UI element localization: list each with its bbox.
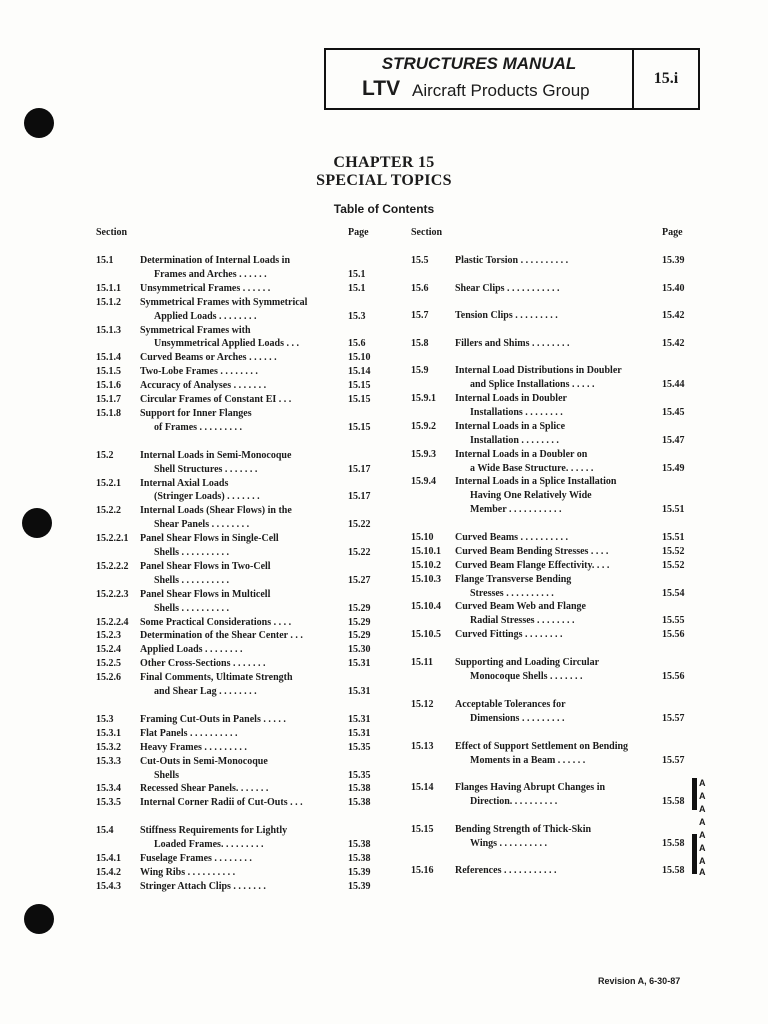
toc-section-number: 15.1.1	[96, 282, 121, 294]
toc-page-number: 15.38	[348, 839, 371, 851]
toc-entry[interactable]	[96, 602, 386, 616]
toc-page-number: 15.45	[662, 407, 685, 418]
toc-entry[interactable]	[411, 628, 691, 642]
toc-page-number: 15.35	[348, 769, 371, 781]
toc-entry-title: Stringer Attach Clips . . . . . . .	[140, 880, 266, 892]
toc-entry[interactable]	[96, 504, 386, 518]
toc-entry-title: Unsymmetrical Frames . . . . . .	[140, 282, 271, 294]
toc-entry[interactable]	[96, 449, 386, 463]
toc-page-number: 15.42	[662, 310, 685, 321]
toc-page-number: 15.57	[662, 713, 685, 724]
toc-entry[interactable]	[411, 754, 691, 768]
toc-entry[interactable]	[96, 407, 386, 421]
revision-mark: A	[699, 817, 706, 827]
toc-entry[interactable]	[96, 852, 386, 866]
toc-page-number: 15.51	[662, 504, 685, 515]
toc-entry[interactable]	[96, 518, 386, 532]
binder-hole	[24, 108, 54, 138]
toc-entry[interactable]	[411, 462, 691, 476]
toc-entry[interactable]	[411, 600, 691, 614]
toc-entry-title: Moments in a Beam . . . . . .	[470, 755, 586, 766]
toc-section-number: 15.16	[411, 865, 434, 876]
toc-entry[interactable]	[96, 824, 386, 838]
toc-page-number: 15.51	[662, 532, 685, 543]
toc-entry-title: Installation . . . . . . . .	[470, 435, 559, 446]
toc-entry-title: and Splice Installations . . . . .	[470, 379, 595, 390]
toc-page-number: 15.15	[348, 421, 371, 433]
toc-entry-title: Recessed Shear Panels. . . . . . .	[140, 783, 269, 795]
toc-section-number: 15.10	[411, 532, 434, 543]
toc-page-number: 15.29	[348, 630, 371, 642]
toc-page-number: 15.55	[662, 615, 685, 626]
toc-section-number: 15.7	[411, 310, 429, 321]
company-name: Aircraft Products Group	[412, 81, 590, 100]
toc-section-number: 15.2.2	[96, 505, 121, 517]
left-page-header: Page	[348, 227, 369, 238]
toc-entry[interactable]	[96, 643, 386, 657]
toc-entry[interactable]	[411, 282, 691, 296]
manual-header	[324, 48, 700, 110]
toc-title: Table of Contents	[333, 202, 435, 216]
toc-entry[interactable]	[96, 616, 386, 630]
toc-entry[interactable]	[411, 434, 691, 448]
toc-entry[interactable]	[96, 755, 386, 769]
toc-entry[interactable]	[96, 782, 386, 796]
toc-entry[interactable]	[411, 406, 691, 420]
toc-section-number: 15.2.2.1	[96, 533, 129, 545]
toc-entry-title: (Stringer Loads) . . . . . . .	[154, 491, 260, 503]
toc-entry[interactable]	[96, 574, 386, 588]
toc-page-number: 15.1	[348, 268, 366, 280]
toc-page-number: 15.38	[348, 783, 371, 795]
toc-entry-title: Internal Loads (Shear Flows) in the	[140, 505, 292, 517]
toc-section-number: 15.2.4	[96, 644, 121, 656]
toc-section-number: 15.3	[96, 713, 114, 725]
toc-page-number: 15.15	[348, 380, 371, 392]
toc-entry-title: Direction. . . . . . . . . .	[470, 796, 558, 807]
toc-page-number: 15.52	[662, 546, 685, 557]
revision-mark: A	[699, 830, 706, 840]
toc-entry[interactable]	[96, 532, 386, 546]
toc-entry-title: Curved Beam Bending Stresses . . . .	[455, 546, 609, 557]
toc-section-number: 15.9.1	[411, 393, 436, 404]
toc-entry[interactable]	[96, 866, 386, 880]
revision-change-bar	[692, 834, 697, 874]
revision-mark: A	[699, 867, 706, 877]
toc-entry[interactable]	[411, 795, 691, 809]
toc-entry[interactable]	[411, 614, 691, 628]
toc-entry-title: Internal Axial Loads	[140, 477, 229, 489]
toc-section-number: 15.1.3	[96, 324, 121, 336]
chapter-number: CHAPTER 15	[333, 154, 435, 171]
toc-entry-title: Shear Panels . . . . . . . .	[154, 519, 250, 531]
toc-entry-title: Stresses . . . . . . . . . .	[470, 588, 554, 599]
toc-section-number: 15.2.6	[96, 672, 121, 684]
toc-section-number: 15.2.2.2	[96, 560, 129, 572]
page-id: 15.i	[653, 70, 679, 87]
toc-page-number: 15.39	[348, 880, 371, 892]
toc-entry-title: Curved Beams . . . . . . . . . .	[455, 532, 569, 543]
toc-section-number: 15.1.7	[96, 394, 121, 405]
toc-page-number: 15.15	[348, 394, 371, 405]
toc-entry[interactable]	[411, 698, 691, 712]
toc-section-number: 15.9.3	[411, 449, 436, 460]
toc-entry-title: Applied Loads . . . . . . . .	[140, 644, 243, 656]
toc-page-number: 15.10	[348, 352, 371, 364]
toc-section-number: 15.2.2.4	[96, 616, 129, 628]
toc-page-number: 15.14	[348, 366, 371, 378]
toc-entry-title: Bending Strength of Thick-Skin	[455, 824, 592, 835]
revision-mark: A	[699, 843, 706, 853]
toc-section-number: 15.1.4	[96, 352, 121, 364]
revision-note: Revision A, 6-30-87	[598, 976, 681, 986]
brand-logo-text: LTV	[362, 77, 401, 100]
toc-entry[interactable]	[96, 546, 386, 560]
toc-entry[interactable]	[96, 490, 386, 504]
toc-entry-title: Member . . . . . . . . . . .	[470, 504, 562, 515]
toc-entry-title: Plastic Torsion . . . . . . . . . .	[455, 255, 569, 266]
toc-entry[interactable]	[411, 781, 691, 795]
toc-entry-title: Flat Panels . . . . . . . . . .	[140, 727, 238, 739]
toc-page-number: 15.31	[348, 713, 371, 725]
toc-section-number: 15.2.1	[96, 477, 121, 489]
toc-section-number: 15.1	[96, 255, 114, 266]
toc-entry-title: Fuselage Frames . . . . . . . .	[140, 853, 252, 864]
toc-entry-title: Supporting and Loading Circular	[455, 657, 600, 668]
toc-page-number: 15.17	[348, 491, 371, 503]
toc-entry-title: Curved Beam Flange Effectivity. . . .	[455, 560, 610, 571]
toc-entry[interactable]	[411, 559, 691, 573]
toc-entry[interactable]	[96, 337, 386, 351]
toc-entry[interactable]	[96, 463, 386, 477]
toc-entry[interactable]	[96, 838, 386, 852]
toc-page-number: 15.17	[348, 463, 371, 475]
toc-entry[interactable]	[96, 713, 386, 727]
toc-page-number: 15.38	[348, 853, 371, 864]
toc-section-number: 15.1.8	[96, 407, 121, 419]
toc-entry[interactable]	[411, 364, 691, 378]
toc-section-number: 15.3.5	[96, 797, 121, 809]
toc-page-number: 15.58	[662, 796, 685, 807]
toc-entry-title: Unsymmetrical Applied Loads . . .	[154, 338, 300, 350]
toc-page-number: 15.40	[662, 283, 685, 294]
toc-entry-title: Fillers and Shims . . . . . . . .	[455, 338, 570, 349]
toc-page-number: 15.38	[348, 797, 371, 809]
toc-entry[interactable]	[96, 254, 386, 268]
toc-page-number: 15.56	[662, 671, 685, 682]
toc-entry-title: Shell Structures . . . . . . .	[154, 463, 258, 475]
toc-section-number: 15.4.1	[96, 853, 121, 864]
toc-page-number: 15.1	[348, 282, 366, 294]
toc-page-number: 15.22	[348, 519, 371, 531]
toc-section-number: 15.6	[411, 283, 429, 294]
toc-entry[interactable]	[411, 712, 691, 726]
toc-page-number: 15.54	[662, 588, 685, 599]
toc-page-number: 15.39	[348, 866, 371, 878]
toc-section-number: 15.2	[96, 449, 114, 461]
toc-entry[interactable]	[411, 489, 691, 503]
toc-entry[interactable]	[411, 503, 691, 517]
toc-entry[interactable]	[96, 727, 386, 741]
revision-mark: A	[699, 856, 706, 866]
toc-entry[interactable]	[411, 254, 691, 268]
toc-entry[interactable]	[96, 268, 386, 282]
toc-entry[interactable]	[96, 671, 386, 685]
toc-entry-title: Cut-Outs in Semi-Monocoque	[140, 755, 268, 767]
toc-page-number: 15.29	[348, 602, 371, 614]
toc-entry-title: Flange Transverse Bending	[455, 574, 572, 585]
toc-page-number: 15.57	[662, 755, 685, 766]
toc-entry-title: Framing Cut-Outs in Panels . . . . .	[140, 713, 286, 725]
toc-entry-title: Panel Shear Flows in Multicell	[140, 588, 271, 600]
toc-page-number: 15.52	[662, 560, 685, 571]
toc-section-number: 15.10.1	[411, 546, 441, 557]
toc-entry-title: Two-Lobe Frames . . . . . . . .	[140, 366, 258, 378]
toc-entry-title: Shells . . . . . . . . . .	[154, 547, 230, 558]
toc-entry-title: Applied Loads . . . . . . . .	[154, 310, 257, 322]
toc-entry-title: Internal Loads in Doubler	[455, 393, 567, 404]
toc-entry[interactable]	[96, 393, 386, 407]
toc-section-number: 15.8	[411, 338, 429, 349]
toc-entry-title: and Shear Lag . . . . . . . .	[154, 686, 257, 697]
toc-section-number: 15.9	[411, 365, 429, 376]
toc-entry-title: References . . . . . . . . . . .	[455, 865, 557, 876]
toc-entry-title: Effect of Support Settlement on Bending	[455, 741, 629, 752]
toc-page-number: 15.44	[662, 379, 685, 390]
toc-entry[interactable]	[96, 296, 386, 310]
toc-section-number: 15.10.5	[411, 629, 441, 640]
toc-entry[interactable]	[411, 573, 691, 587]
toc-section-number: 15.1.2	[96, 296, 121, 308]
toc-entry-title: Determination of Internal Loads in	[140, 255, 290, 266]
left-section-header: Section	[96, 227, 128, 238]
toc-entry[interactable]	[411, 378, 691, 392]
toc-entry[interactable]	[96, 629, 386, 643]
toc-page-number: 15.27	[348, 574, 371, 586]
toc-entry-title: Determination of the Shear Center . . .	[140, 630, 303, 642]
toc-section-number: 15.11	[411, 657, 433, 668]
toc-section-number: 15.10.4	[411, 601, 441, 612]
toc-section-number: 15.3.4	[96, 783, 121, 795]
toc-entry-title: Internal Corner Radii of Cut-Outs . . .	[140, 797, 303, 809]
toc-entry-title: Dimensions . . . . . . . . .	[470, 713, 565, 724]
header-title-cell	[326, 50, 634, 108]
toc-entry-title: of Frames . . . . . . . . .	[154, 421, 243, 433]
toc-entry[interactable]	[96, 796, 386, 810]
toc-entry-title: Monocoque Shells . . . . . . .	[470, 671, 583, 682]
toc-entry[interactable]	[96, 880, 386, 894]
manual-title: STRUCTURES MANUAL	[381, 54, 577, 73]
toc-entry-title: Curved Beams or Arches . . . . . .	[140, 352, 277, 364]
toc-section-number: 15.1.5	[96, 366, 121, 378]
toc-page-number: 15.3	[348, 310, 366, 322]
revision-mark: A	[699, 791, 706, 801]
toc-section-number: 15.10.3	[411, 574, 441, 585]
toc-section-number: 15.4	[96, 825, 114, 837]
toc-entry[interactable]	[411, 670, 691, 684]
toc-entry-title: Internal Loads in a Splice	[455, 421, 566, 432]
toc-entry[interactable]	[411, 337, 691, 351]
toc-section-number: 15.5	[411, 255, 429, 266]
toc-entry-title: Loaded Frames. . . . . . . . .	[154, 839, 264, 851]
toc-section-number: 15.2.3	[96, 630, 121, 642]
toc-page-number: 15.49	[662, 463, 685, 474]
toc-page-number: 15.31	[348, 727, 371, 739]
toc-entry[interactable]	[96, 769, 386, 783]
toc-page-number: 15.30	[348, 644, 371, 656]
toc-entry-title: Acceptable Tolerances for	[455, 699, 566, 710]
toc-entry-title: Wings . . . . . . . . . .	[470, 838, 548, 849]
toc-section-number: 15.10.2	[411, 560, 441, 571]
toc-page-number: 15.56	[662, 629, 685, 640]
toc-entry[interactable]	[411, 420, 691, 434]
toc-entry-title: Frames and Arches . . . . . .	[154, 268, 267, 280]
toc-entry[interactable]	[96, 282, 386, 296]
toc-entry[interactable]	[96, 685, 386, 699]
toc-entry[interactable]	[411, 740, 691, 754]
toc-entry[interactable]	[411, 656, 691, 670]
toc-entry-title: Other Cross-Sections . . . . . . .	[140, 658, 266, 670]
toc-section-number: 15.3.1	[96, 727, 121, 739]
toc-section-number: 15.12	[411, 699, 434, 710]
toc-page-number: 15.58	[662, 865, 685, 876]
toc-entry-title: Accuracy of Analyses . . . . . . .	[140, 380, 267, 392]
toc-entry[interactable]	[96, 351, 386, 365]
toc-entry[interactable]	[411, 475, 691, 489]
toc-entry-title: Shells . . . . . . . . . .	[154, 574, 230, 586]
toc-entry[interactable]	[411, 531, 691, 545]
toc-entry-title: Having One Relatively Wide	[470, 490, 592, 501]
toc-entry-title: Shells . . . . . . . . . .	[154, 602, 230, 614]
revision-mark: A	[699, 804, 706, 814]
toc-entry-title: Final Comments, Ultimate Strength	[140, 672, 293, 684]
chapter-title: SPECIAL TOPICS	[316, 172, 452, 189]
toc-entry-title: Panel Shear Flows in Two-Cell	[140, 560, 271, 572]
toc-entry-title: Stiffness Requirements for Lightly	[140, 825, 288, 837]
toc-entry[interactable]	[96, 560, 386, 574]
toc-entry[interactable]	[411, 309, 691, 323]
toc-entry[interactable]	[411, 545, 691, 559]
toc-entry[interactable]	[96, 421, 386, 435]
toc-page-number: 15.39	[662, 255, 685, 266]
toc-page-number: 15.35	[348, 741, 371, 753]
toc-entry-title: Curved Beam Web and Flange	[455, 601, 586, 612]
toc-entry-title: Internal Loads in a Splice Installation	[455, 476, 617, 487]
toc-entry[interactable]	[96, 588, 386, 602]
toc-page-number: 15.42	[662, 338, 685, 349]
toc-entry-title: Shear Clips . . . . . . . . . . .	[455, 283, 560, 294]
toc-entry-title: Installations . . . . . . . .	[470, 407, 563, 418]
toc-entry-title: Support for Inner Flanges	[140, 407, 252, 419]
toc-entry[interactable]	[96, 324, 386, 338]
toc-entry[interactable]	[96, 365, 386, 379]
toc-entry-title: Wing Ribs . . . . . . . . . .	[140, 866, 236, 878]
toc-page-number: 15.31	[348, 686, 371, 697]
toc-page-number: 15.22	[348, 547, 371, 558]
toc-page-number: 15.29	[348, 616, 371, 628]
revision-mark: A	[699, 778, 706, 788]
right-section-header: Section	[411, 227, 443, 238]
toc-entry[interactable]	[411, 864, 691, 878]
toc-section-number: 15.2.2.3	[96, 588, 129, 600]
toc-section-number: 15.4.2	[96, 866, 121, 878]
toc-entry-title: Symmetrical Frames with	[140, 324, 251, 336]
toc-entry-title: Internal Loads in Semi-Monocoque	[140, 449, 292, 461]
toc-entry[interactable]	[411, 392, 691, 406]
toc-entry-title: Internal Load Distributions in Doubler	[455, 365, 622, 376]
toc-section-number: 15.3.2	[96, 741, 121, 753]
toc-entry-title: Flanges Having Abrupt Changes in	[455, 782, 606, 793]
toc-section-number: 15.1.6	[96, 380, 121, 392]
toc-page-number: 15.58	[662, 838, 685, 849]
toc-entry[interactable]	[96, 741, 386, 755]
toc-entry-title: Curved Fittings . . . . . . . .	[455, 629, 563, 640]
toc-entry[interactable]	[411, 448, 691, 462]
toc-entry[interactable]	[96, 379, 386, 393]
toc-section-number: 15.3.3	[96, 755, 121, 767]
toc-entry-title: Shells	[154, 769, 180, 781]
toc-section-number: 15.13	[411, 741, 434, 752]
toc-entry-title: Internal Loads in a Doubler on	[455, 449, 588, 460]
toc-page-number: 15.31	[348, 658, 371, 670]
toc-entry[interactable]	[411, 587, 691, 601]
right-page-header: Page	[662, 227, 683, 238]
toc-entry[interactable]	[96, 310, 386, 324]
toc-entry-title: Tension Clips . . . . . . . . .	[455, 310, 558, 321]
toc-entry-title: Heavy Frames . . . . . . . . .	[140, 741, 247, 753]
toc-section-number: 15.2.5	[96, 658, 121, 670]
binder-hole	[22, 508, 52, 538]
toc-entry-title: Radial Stresses . . . . . . . .	[470, 615, 575, 626]
toc-entry-title: a Wide Base Structure. . . . . .	[470, 463, 594, 474]
toc-entry[interactable]	[411, 837, 691, 851]
toc-section-number: 15.9.2	[411, 421, 436, 432]
toc-entry[interactable]	[411, 823, 691, 837]
toc-section-number: 15.15	[411, 824, 434, 835]
toc-page-number: 15.47	[662, 435, 685, 446]
toc-page-number: 15.6	[348, 338, 366, 350]
binder-hole	[24, 904, 54, 934]
toc-section-number: 15.14	[411, 782, 434, 793]
revision-change-bar	[692, 778, 697, 810]
toc-entry-title: Panel Shear Flows in Single-Cell	[140, 533, 279, 545]
toc-entry-title: Circular Frames of Constant EI . . .	[140, 394, 292, 405]
toc-section-number: 15.4.3	[96, 880, 121, 892]
toc-entry[interactable]	[96, 657, 386, 671]
toc-entry-title: Some Practical Considerations . . . .	[140, 616, 292, 628]
toc-entry-title: Symmetrical Frames with Symmetrical	[140, 296, 308, 308]
toc-section-number: 15.9.4	[411, 476, 436, 487]
toc-entry[interactable]	[96, 477, 386, 491]
